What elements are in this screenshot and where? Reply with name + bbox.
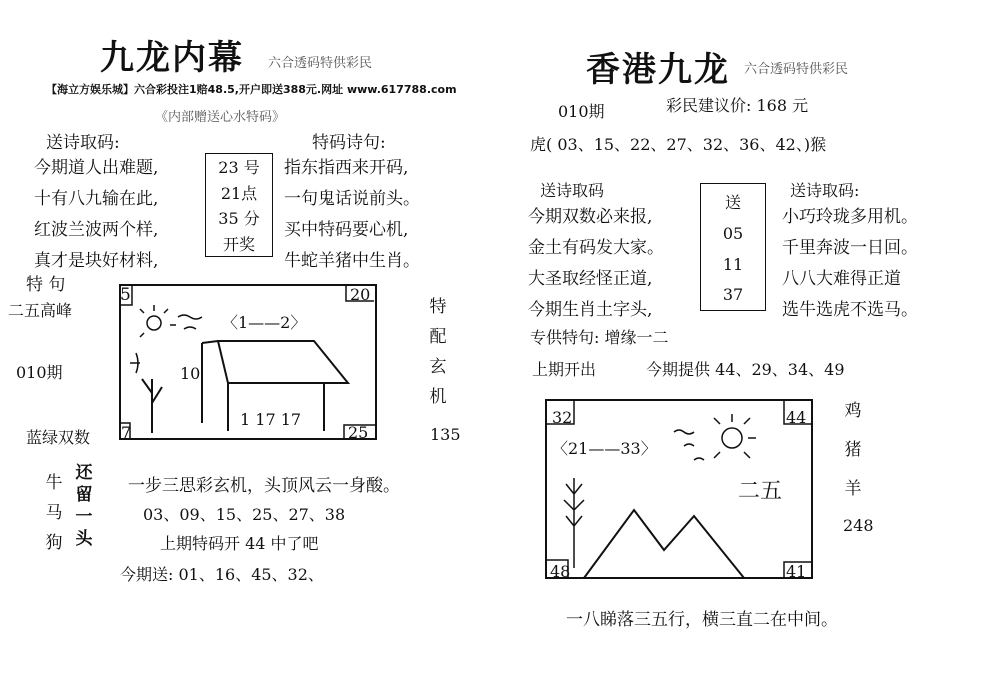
- right-side-number: 248: [843, 516, 874, 535]
- right-pic-range: 〈21——33〉: [552, 439, 657, 458]
- left-side-number: 135: [430, 425, 461, 444]
- poem-line: 一句鬼话说前头。: [284, 189, 420, 209]
- box-line: 35 分: [218, 209, 260, 229]
- right-poem-head-left: 送诗取码: [540, 181, 605, 200]
- poem-line: 八八大难得正道: [782, 269, 901, 289]
- side-char: 机: [429, 387, 447, 407]
- right-special-sentence: 专供特句: 增缘一二: [530, 328, 669, 347]
- right-poem-head-right: 送诗取码:: [790, 181, 860, 200]
- left-pic-label-tr: 20: [350, 285, 371, 304]
- left-pic-numbers: 1 17 17: [240, 410, 302, 429]
- right-pic-erwu: 二五: [738, 479, 783, 504]
- left-subtitle: 《内部赠送心水特码》: [155, 110, 286, 125]
- poem-line: 指东指西来开码,: [284, 158, 409, 178]
- right-price: 彩民建议价: 168 元: [666, 96, 809, 115]
- poem-line: 十有八九输在此,: [34, 189, 159, 209]
- huantou-char: 还: [75, 463, 93, 483]
- box-line: 23 号: [218, 158, 260, 178]
- left-draw-time-box: [205, 153, 273, 257]
- poem-line: 牛蛇羊猪中生肖。: [284, 251, 420, 271]
- left-poem-left: [34, 153, 158, 277]
- left-special-sentence-label: 特 句: [26, 275, 66, 295]
- poem-line: 真才是块好材料,: [34, 251, 159, 271]
- zodiac: 马: [45, 503, 63, 523]
- right-pic-label-tr: 44: [786, 408, 807, 427]
- right-poem-right: [782, 202, 918, 326]
- right-pic-label-br: 41: [786, 562, 807, 581]
- box-line: 37: [722, 285, 744, 305]
- side-char: 配: [429, 327, 447, 347]
- left-pic-label-br: 25: [348, 423, 369, 442]
- poem-line: 选牛选虎不选马。: [782, 300, 918, 320]
- poem-line: 买中特码要心机,: [284, 220, 409, 240]
- left-pic-number-ten: 10: [180, 364, 201, 383]
- left-zodiac-column: [44, 468, 64, 558]
- left-title-sub: 六合透码特供彩民: [268, 56, 373, 71]
- left-pic-label-bl: 7: [121, 423, 132, 442]
- poem-line: 红波兰波两个样,: [34, 220, 159, 240]
- side-char: 玄: [429, 357, 447, 377]
- box-line: 05: [722, 224, 744, 244]
- left-poem-head-left: 送诗取码:: [46, 133, 120, 153]
- right-issue: 010期: [558, 102, 605, 121]
- right-side-column: [843, 392, 863, 509]
- side-char: 羊: [844, 479, 862, 499]
- poem-line: 小巧玲珑多用机。: [782, 207, 918, 227]
- box-line: 21点: [220, 183, 258, 203]
- poem-line: 今期道人出难题,: [34, 158, 159, 178]
- zodiac: 狗: [45, 533, 63, 553]
- right-title-sub: 六合透码特供彩民: [744, 62, 849, 77]
- right-bottom-line: 一八睇落三五行，横三直二在中间。: [566, 610, 838, 630]
- poem-line: 今期生肖土字头,: [528, 300, 653, 320]
- left-erwu-label: 二五高峰: [8, 301, 73, 320]
- box-line: 开奖: [222, 234, 255, 254]
- left-line-3: 上期特码开 44 中了吧: [160, 534, 319, 553]
- left-line-4: 今期送: 01、16、45、32、: [120, 565, 324, 584]
- right-provide-line: 今期提供 44、29、34、49: [646, 360, 845, 379]
- left-poem-head-right: 特码诗句:: [312, 133, 386, 153]
- left-poem-right: [284, 153, 420, 277]
- left-pic-label-tl: 5: [120, 285, 131, 305]
- huantou-char: 留: [75, 485, 93, 505]
- left-line-1: 一步三思彩玄机，头顶风云一身酸。: [128, 476, 400, 496]
- side-char: 特: [429, 297, 447, 317]
- right-pic-label-tl: 32: [552, 408, 573, 427]
- side-char: 猪: [844, 440, 862, 460]
- poem-line: 金土有码发大家。: [528, 238, 664, 258]
- left-lanlv-label: 蓝绿双数: [26, 428, 91, 447]
- box-line: 送: [724, 192, 741, 212]
- right-title: 香港九龙: [586, 50, 730, 90]
- right-pic-label-bl: 48: [550, 562, 571, 581]
- right-last-issue-label: 上期开出: [532, 360, 597, 379]
- right-tiger-line: 虎( 03、15、22、27、32、36、42、)猴: [530, 135, 827, 154]
- zodiac: 牛: [45, 473, 63, 493]
- right-numbers-box: [700, 183, 766, 311]
- left-pic-range: 〈1——2〉: [222, 313, 307, 332]
- left-issue: 010期: [16, 363, 63, 382]
- huantou-char: 一: [75, 507, 93, 527]
- poem-line: 大圣取经怪正道,: [528, 269, 653, 289]
- poem-line: 今期双数必来报,: [528, 207, 653, 227]
- side-char: 鸡: [844, 401, 862, 421]
- box-line: 11: [722, 254, 744, 274]
- ad-banner: 【海立方娱乐城】六合彩投注1赔48.5,开户即送388元.网址 www.617788.com: [46, 83, 457, 96]
- poem-line: 千里奔波一日回。: [782, 238, 918, 258]
- left-huantou-column: [74, 462, 94, 550]
- right-poem-left: [528, 202, 664, 326]
- huantou-char: 头: [75, 529, 93, 549]
- left-title: 九龙内幕: [100, 38, 244, 78]
- left-line-2: 03、09、15、25、27、38: [143, 505, 346, 524]
- left-side-vertical: [428, 292, 448, 412]
